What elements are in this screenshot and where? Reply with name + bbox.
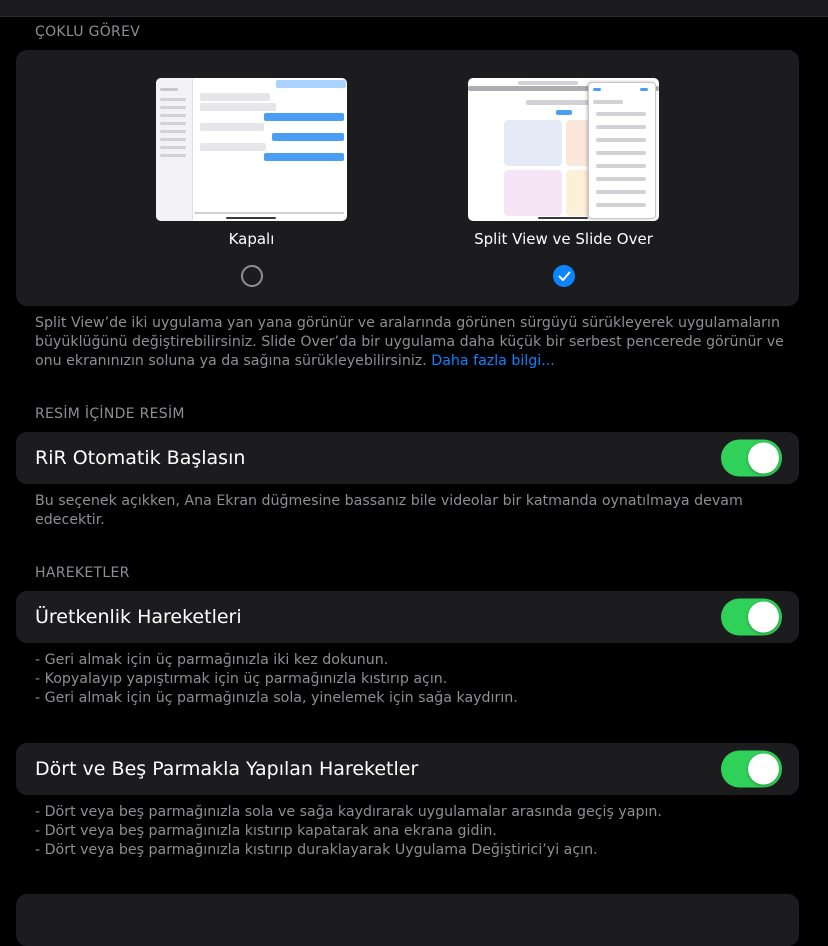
multitasking-options-card xyxy=(16,50,799,306)
pip-auto-start-toggle[interactable] xyxy=(721,440,782,477)
multitasking-option-split-view-label: Split View ve Slide Over xyxy=(474,230,653,248)
multitasking-split-view-radio[interactable] xyxy=(553,265,575,287)
pip-footer: Bu seçenek açıkken, Ana Ekran düğmesine bassanız bile videolar bir katmanda oynatılmaya devam edecektir. xyxy=(35,493,743,528)
checkmark-icon xyxy=(558,271,571,282)
multitasking-option-off[interactable] xyxy=(156,78,347,287)
multitasking-option-off-label: Kapalı xyxy=(228,230,275,248)
learn-more-link[interactable]: Daha fazla bilgi... xyxy=(431,353,555,369)
top-bar xyxy=(0,0,828,17)
multitasking-off-preview xyxy=(156,78,347,221)
footer-line: - Dört veya beş parmağınızla kıstırıp kapatarak ana ekrana gidin. xyxy=(35,823,497,839)
four-five-finger-gestures-row[interactable] xyxy=(16,743,799,795)
footer-line: - Dört veya beş parmağınızla sola ve sağa kaydırarak uygulamalar arasında geçiş yapın. xyxy=(35,804,662,820)
four-five-finger-gestures-toggle[interactable] xyxy=(721,751,782,788)
multitasking-split-view-preview xyxy=(468,78,659,221)
four-five-finger-gestures-label: Dört ve Beş Parmakla Yapılan Hareketler xyxy=(35,758,419,780)
toggle-knob xyxy=(748,602,779,633)
pip-row[interactable] xyxy=(16,432,799,484)
footer-line: - Kopyalayıp yapıştırmak için üç parmağınızla kıstırıp açın. xyxy=(35,671,448,687)
toggle-knob xyxy=(748,754,779,785)
productivity-gestures-footer xyxy=(35,651,795,708)
productivity-gestures-label: Üretkenlik Hareketleri xyxy=(35,606,242,628)
multitasking-off-radio[interactable] xyxy=(241,265,263,287)
multitasking-section-header: ÇOKLU GÖREV xyxy=(35,24,141,40)
four-five-finger-gestures-footer xyxy=(35,803,795,860)
multitasking-option-split-view[interactable] xyxy=(468,78,659,287)
multitasking-footer xyxy=(35,314,795,371)
pip-section-header: RESİM İÇİNDE RESİM xyxy=(35,406,185,422)
next-settings-card[interactable] xyxy=(16,894,799,946)
toggle-knob xyxy=(748,443,779,474)
pip-auto-start-label: RiR Otomatik Başlasın xyxy=(35,447,246,469)
gestures-section-header: HAREKETLER xyxy=(35,565,130,581)
footer-line: - Geri almak için üç parmağınızla sola, yinelemek için sağa kaydırın. xyxy=(35,690,518,706)
footer-line: - Dört veya beş parmağınızla kıstırıp duraklayarak Uygulama Değiştirici’yi açın. xyxy=(35,842,598,858)
productivity-gestures-row[interactable] xyxy=(16,591,799,643)
multitasking-footer-text: Split View’de iki uygulama yan yana görünür ve aralarında görünen sürgüyü sürükleyerek uygulamaların büyüklüğünü değiştirebilirsiniz. Slide Over’da bir uygulama daha küçük bir serbest pencerede görünür ve onu ekranınızın soluna ya da sağına sürükleyebilirsiniz. xyxy=(35,315,784,369)
footer-line: - Geri almak için üç parmağınızla iki kez dokunun. xyxy=(35,652,389,668)
productivity-gestures-toggle[interactable] xyxy=(721,599,782,636)
